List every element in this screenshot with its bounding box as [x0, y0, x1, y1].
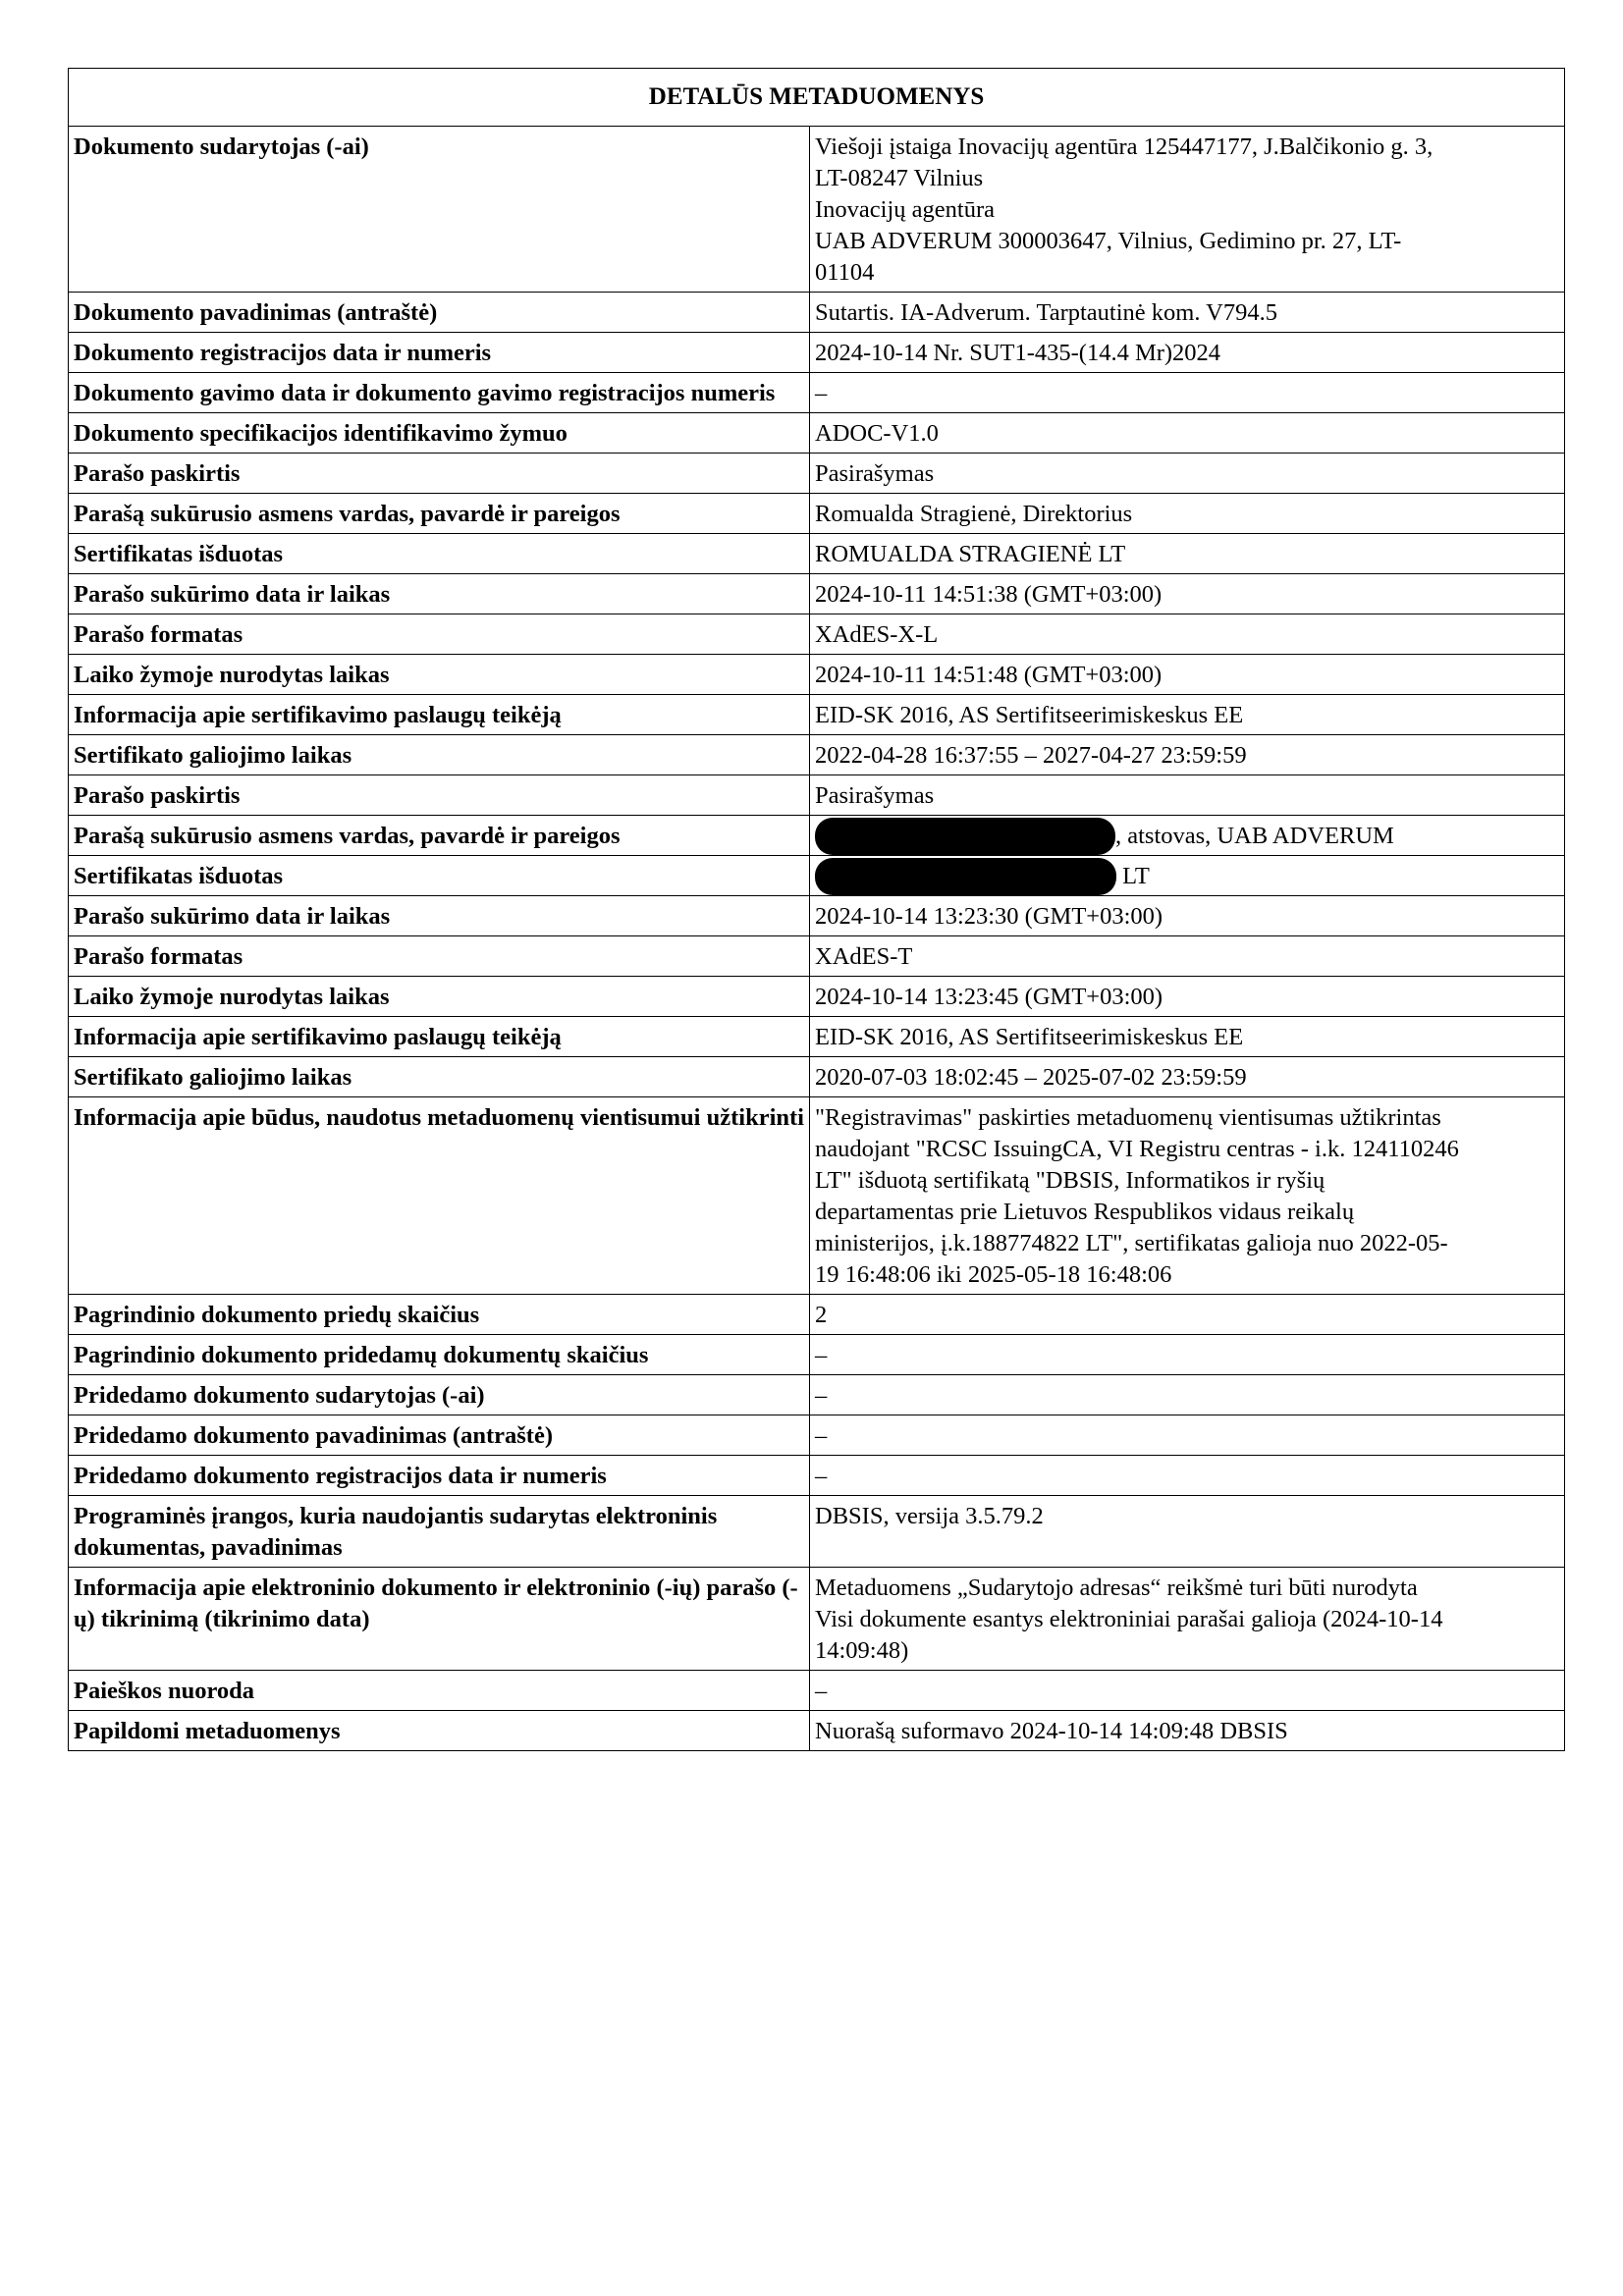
- table-row: [69, 534, 1565, 574]
- table-row: [69, 454, 1565, 494]
- row-label: Parašą sukūrusio asmens vardas, pavardė ir pareigos: [69, 816, 810, 856]
- table-row: [69, 1415, 1565, 1456]
- table-row: [69, 1057, 1565, 1097]
- value-line: Inovacijų agentūra: [815, 196, 995, 223]
- table-row: [69, 614, 1565, 655]
- row-label: Parašo paskirtis: [69, 775, 810, 816]
- table-row: [69, 574, 1565, 614]
- row-value: [810, 977, 1565, 1017]
- row-label: Pridedamo dokumento registracijos data ir numeris: [69, 1456, 810, 1496]
- row-value: [810, 1496, 1565, 1568]
- row-value: [810, 454, 1565, 494]
- row-value: [810, 1711, 1565, 1751]
- row-value: [810, 534, 1565, 574]
- table-row: [69, 1456, 1565, 1496]
- value-line: DBSIS, versija 3.5.79.2: [815, 1503, 1044, 1529]
- row-value: [810, 127, 1565, 293]
- value-line: –: [815, 1342, 828, 1368]
- row-label: Papildomi metaduomenys: [69, 1711, 810, 1751]
- row-label: Informacija apie būdus, naudotus metaduomenų vientisumui užtikrinti: [69, 1097, 810, 1295]
- row-label: Parašo formatas: [69, 936, 810, 977]
- row-label: Programinės įrangos, kuria naudojantis sudarytas elektroninis dokumentas, pavadinimas: [69, 1496, 810, 1568]
- row-value: [810, 735, 1565, 775]
- metadata-table: [68, 68, 1565, 1751]
- value-line: 2022-04-28 16:37:55 – 2027-04-27 23:59:59: [815, 742, 1247, 769]
- value-line: "Registravimas" paskirties metaduomenų vientisumas užtikrintas: [815, 1104, 1441, 1131]
- value-line: –: [815, 1463, 828, 1489]
- value-line: ministerijos, į.k.188774822 LT", sertifikatas galioja nuo 2022-05-: [815, 1230, 1448, 1256]
- row-value: [810, 1097, 1565, 1295]
- table-row: [69, 1671, 1565, 1711]
- value-line: 2024-10-14 Nr. SUT1-435-(14.4 Mr)2024: [815, 340, 1221, 366]
- row-value: [810, 896, 1565, 936]
- table-row: [69, 1097, 1565, 1295]
- value-line: LT: [1116, 863, 1150, 889]
- row-label: Pagrindinio dokumento priedų skaičius: [69, 1295, 810, 1335]
- table-row: [69, 977, 1565, 1017]
- table-row: [69, 695, 1565, 735]
- row-label: Sertifikatas išduotas: [69, 856, 810, 896]
- row-label: Informacija apie sertifikavimo paslaugų teikėją: [69, 1017, 810, 1057]
- row-label: Dokumento sudarytojas (-ai): [69, 127, 810, 293]
- value-line: naudojant "RCSC IssuingCA, VI Registru centras - i.k. 124110246: [815, 1136, 1459, 1162]
- table-row: [69, 494, 1565, 534]
- row-label: Paieškos nuoroda: [69, 1671, 810, 1711]
- redaction-mark: [815, 818, 1115, 855]
- row-value: [810, 1057, 1565, 1097]
- row-label: Parašo formatas: [69, 614, 810, 655]
- row-value: [810, 333, 1565, 373]
- table-row: [69, 735, 1565, 775]
- row-value: [810, 1456, 1565, 1496]
- row-value: [810, 1295, 1565, 1335]
- value-line: EID-SK 2016, AS Sertifitseerimiskeskus EE: [815, 1024, 1244, 1050]
- value-line: ROMUALDA STRAGIENĖ LT: [815, 541, 1126, 567]
- row-label: Pridedamo dokumento pavadinimas (antraštė): [69, 1415, 810, 1456]
- table-row: [69, 1568, 1565, 1671]
- value-line: 2024-10-11 14:51:48 (GMT+03:00): [815, 662, 1163, 688]
- table-row: [69, 1375, 1565, 1415]
- value-line: 2024-10-14 13:23:30 (GMT+03:00): [815, 903, 1163, 930]
- value-line: LT" išduotą sertifikatą "DBSIS, Informatikos ir ryšių: [815, 1167, 1325, 1194]
- row-value: [810, 1375, 1565, 1415]
- value-line: 19 16:48:06 iki 2025-05-18 16:48:06: [815, 1261, 1172, 1288]
- row-label: Informacija apie elektroninio dokumento ir elektroninio (-ių) parašo (-ų) tikrinimą (tikrinimo data): [69, 1568, 810, 1671]
- table-title: DETALŪS METADUOMENYS: [69, 69, 1565, 127]
- row-value: [810, 1671, 1565, 1711]
- value-line: Nuorašą suformavo 2024-10-14 14:09:48 DBSIS: [815, 1718, 1288, 1744]
- table-row: [69, 293, 1565, 333]
- value-line: 2024-10-11 14:51:38 (GMT+03:00): [815, 581, 1163, 608]
- row-label: Pagrindinio dokumento pridedamų dokumentų skaičius: [69, 1335, 810, 1375]
- row-value: [810, 413, 1565, 454]
- value-line: LT-08247 Vilnius: [815, 165, 984, 191]
- row-value: [810, 775, 1565, 816]
- value-line: Viešoji įstaiga Inovacijų agentūra 125447177, J.Balčikonio g. 3,: [815, 133, 1434, 160]
- row-label: Sertifikato galiojimo laikas: [69, 1057, 810, 1097]
- table-row: [69, 655, 1565, 695]
- value-line: XAdES-X-L: [815, 621, 939, 648]
- value-line: EID-SK 2016, AS Sertifitseerimiskeskus EE: [815, 702, 1244, 728]
- value-line: Pasirašymas: [815, 782, 935, 809]
- table-row: [69, 1496, 1565, 1568]
- row-value: [810, 1335, 1565, 1375]
- value-line: Pasirašymas: [815, 460, 935, 487]
- metadata-rows: [69, 127, 1565, 1751]
- row-value: [810, 1568, 1565, 1671]
- row-label: Dokumento pavadinimas (antraštė): [69, 293, 810, 333]
- table-row: [69, 775, 1565, 816]
- value-line: 01104: [815, 259, 875, 286]
- row-label: Dokumento registracijos data ir numeris: [69, 333, 810, 373]
- row-label: Parašo sukūrimo data ir laikas: [69, 896, 810, 936]
- row-value: [810, 293, 1565, 333]
- table-row: [69, 1295, 1565, 1335]
- row-label: Pridedamo dokumento sudarytojas (-ai): [69, 1375, 810, 1415]
- value-line: UAB ADVERUM 300003647, Vilnius, Gedimino pr. 27, LT-: [815, 228, 1402, 254]
- table-row: [69, 1017, 1565, 1057]
- table-row: [69, 1711, 1565, 1751]
- row-value: [810, 614, 1565, 655]
- value-line: , atstovas, UAB ADVERUM: [1115, 823, 1394, 849]
- row-value: [810, 373, 1565, 413]
- row-value: [810, 936, 1565, 977]
- row-value: [810, 816, 1565, 856]
- value-line: –: [815, 380, 828, 406]
- table-row: [69, 127, 1565, 293]
- value-line: –: [815, 1678, 828, 1704]
- value-line: Metaduomens „Sudarytojo adresas“ reikšmė turi būti nurodyta: [815, 1575, 1418, 1601]
- redaction-mark: [815, 858, 1116, 895]
- row-value: [810, 655, 1565, 695]
- table-row: [69, 1335, 1565, 1375]
- row-label: Laiko žymoje nurodytas laikas: [69, 977, 810, 1017]
- title-row: [69, 69, 1565, 127]
- table-row: [69, 373, 1565, 413]
- row-label: Dokumento gavimo data ir dokumento gavimo registracijos numeris: [69, 373, 810, 413]
- value-line: –: [815, 1422, 828, 1449]
- row-value: [810, 1415, 1565, 1456]
- table-row: [69, 856, 1565, 896]
- value-line: Visi dokumente esantys elektroniniai parašai galioja (2024-10-14: [815, 1606, 1443, 1632]
- value-line: 14:09:48): [815, 1637, 909, 1664]
- value-line: departamentas prie Lietuvos Respublikos vidaus reikalų: [815, 1199, 1355, 1225]
- row-label: Sertifikatas išduotas: [69, 534, 810, 574]
- table-row: [69, 333, 1565, 373]
- row-value: [810, 695, 1565, 735]
- value-line: –: [815, 1382, 828, 1409]
- value-line: Romualda Stragienė, Direktorius: [815, 501, 1133, 527]
- table-row: [69, 896, 1565, 936]
- row-value: [810, 1017, 1565, 1057]
- value-line: Sutartis. IA-Adverum. Tarptautinė kom. V794.5: [815, 299, 1277, 326]
- table-row: [69, 413, 1565, 454]
- value-line: 2024-10-14 13:23:45 (GMT+03:00): [815, 984, 1163, 1010]
- value-line: ADOC-V1.0: [815, 420, 939, 447]
- table-row: [69, 936, 1565, 977]
- value-line: XAdES-T: [815, 943, 913, 970]
- row-label: Parašo paskirtis: [69, 454, 810, 494]
- row-label: Sertifikato galiojimo laikas: [69, 735, 810, 775]
- row-value: [810, 574, 1565, 614]
- row-value: [810, 856, 1565, 896]
- row-label: Laiko žymoje nurodytas laikas: [69, 655, 810, 695]
- row-label: Parašą sukūrusio asmens vardas, pavardė ir pareigos: [69, 494, 810, 534]
- row-label: Informacija apie sertifikavimo paslaugų teikėją: [69, 695, 810, 735]
- row-label: Dokumento specifikacijos identifikavimo žymuo: [69, 413, 810, 454]
- value-line: 2020-07-03 18:02:45 – 2025-07-02 23:59:59: [815, 1064, 1247, 1091]
- table-row: [69, 816, 1565, 856]
- row-value: [810, 494, 1565, 534]
- row-label: Parašo sukūrimo data ir laikas: [69, 574, 810, 614]
- value-line: 2: [815, 1302, 828, 1328]
